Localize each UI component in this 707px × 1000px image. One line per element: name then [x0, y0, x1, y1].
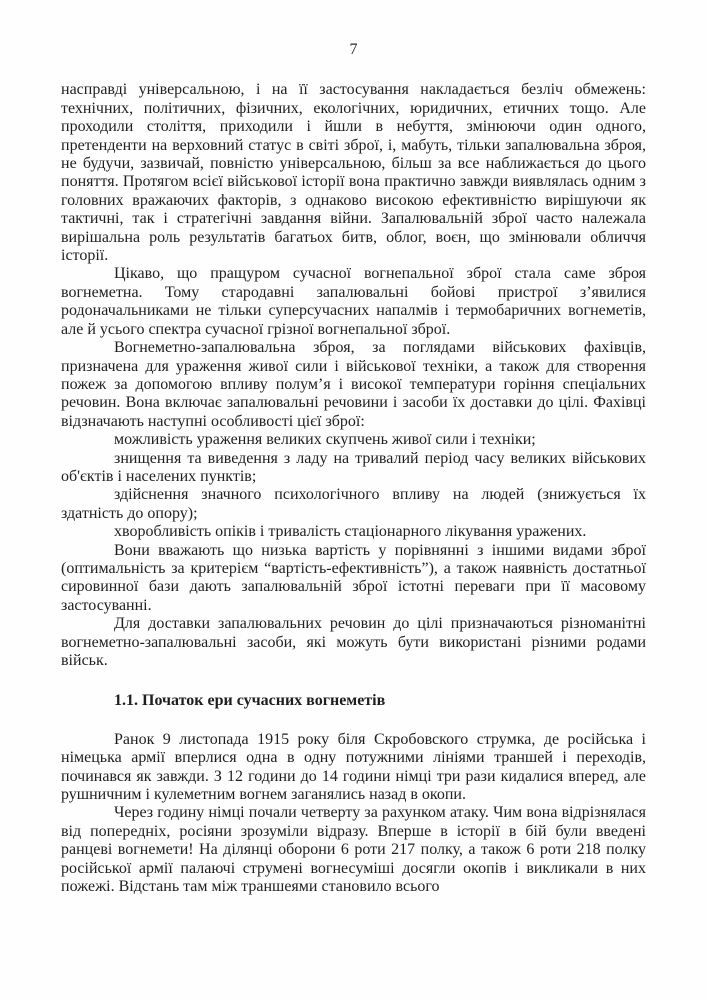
paragraph: Через годину німці почали четверту за рахунком атаку. Чим вона відрізнялася від попередніх, росіяни зрозуміли відразу. Вперше в історії в бій були введені ранцеві вогнемети! На ділянці оборони 6 роти 217 полку, а також 6 роти 218 полку російської армії палаючі струмені вогнесуміші досягли окопів і викликали в них пожежі. Відстань там між траншеями становило всього [61, 804, 646, 896]
page-number: 7 [349, 41, 358, 58]
paragraph: Вогнеметно-запалювальна зброя, за поглядами військових фахівців, призначена для ураження живої сили і військової техніки, а також для створення пожеж за допомогою впливу полум’я і високої температури горіння спеціальних речовин. Вона включає запалювальні речовини і засоби їх доставки до цілі. Фахівці відзначають наступні особливості цієї зброї: [61, 339, 646, 430]
paragraph: насправді універсальною, і на її застосування накладається безліч обмежень: технічних, політичних, фізичних, екологічних, юридичних, етичних тощо. Але проходили століття, приходили і йшли в небуття, змінюючи один одного, претенденти на верховний статус в світі зброї, і, мабуть, тільки запалювальна зброя, не будучи, зазвичай, повністю універсальною, більш за все наближається до цього поняття. Протягом всієї військової історії вона практично завжди виявлялась одним з головних вражаючих факторів, з однаково високою ефективністю вирішуючи як тактичні, так і стратегічні завдання війни. Запалювальній зброї часто належала вирішальна роль результатів багатьох битв, облог, воєн, що змінювали обличчя історії. [61, 81, 646, 265]
paragraph: Для доставки запалювальних речовин до цілі призначаються різноманітні вогнеметно-запалювальні засоби, які можуть бути використані різними родами військ. [61, 615, 646, 669]
paragraph: хворобливість опіків і тривалість стаціонарного лікування уражених. [114, 523, 587, 541]
paragraph: Вони вважають що низька вартість у порівнянні з іншими видами зброї (оптимальність за критерієм “вартість-ефективність”), а також наявність достатньої сировинної бази дають запалювальній зброї істотні переваги при її масовому застосуванні. [61, 541, 646, 614]
paragraph: Цікаво, що пращуром сучасної вогнепальної зброї стала саме зброя вогнеметна. Тому стародавні запалювальні бойові пристрої з’явилися родоначальниками не тільки суперсучасних напалмів і термобаричних вогнеметів, але й усього спектра сучасної грізної вогнепальної зброї. [61, 265, 646, 338]
paragraph: здійснення значного психологічного впливу на людей (знижується їх здатність до опору); [61, 486, 646, 522]
section-heading: 1.1. Початок ери сучасних вогнеметів [114, 692, 386, 710]
paragraph: можливість ураження великих скупчень живої сили і техніки; [114, 431, 536, 449]
paragraph: Ранок 9 листопада 1915 року біля Скробовского струмка, де російська і німецька армії вперлися одна в одну потужними лініями траншей і переходів, починався як завжди. З 12 години до 14 години німці три рази кидалися вперед, але рушничним і кулеметним вогнем заганялись назад в окопи. [61, 730, 646, 804]
page-body [61, 81, 646, 896]
paragraph: знищення та виведення з ладу на тривалий період часу великих військових об'єктів і населених пунктів; [61, 449, 646, 485]
